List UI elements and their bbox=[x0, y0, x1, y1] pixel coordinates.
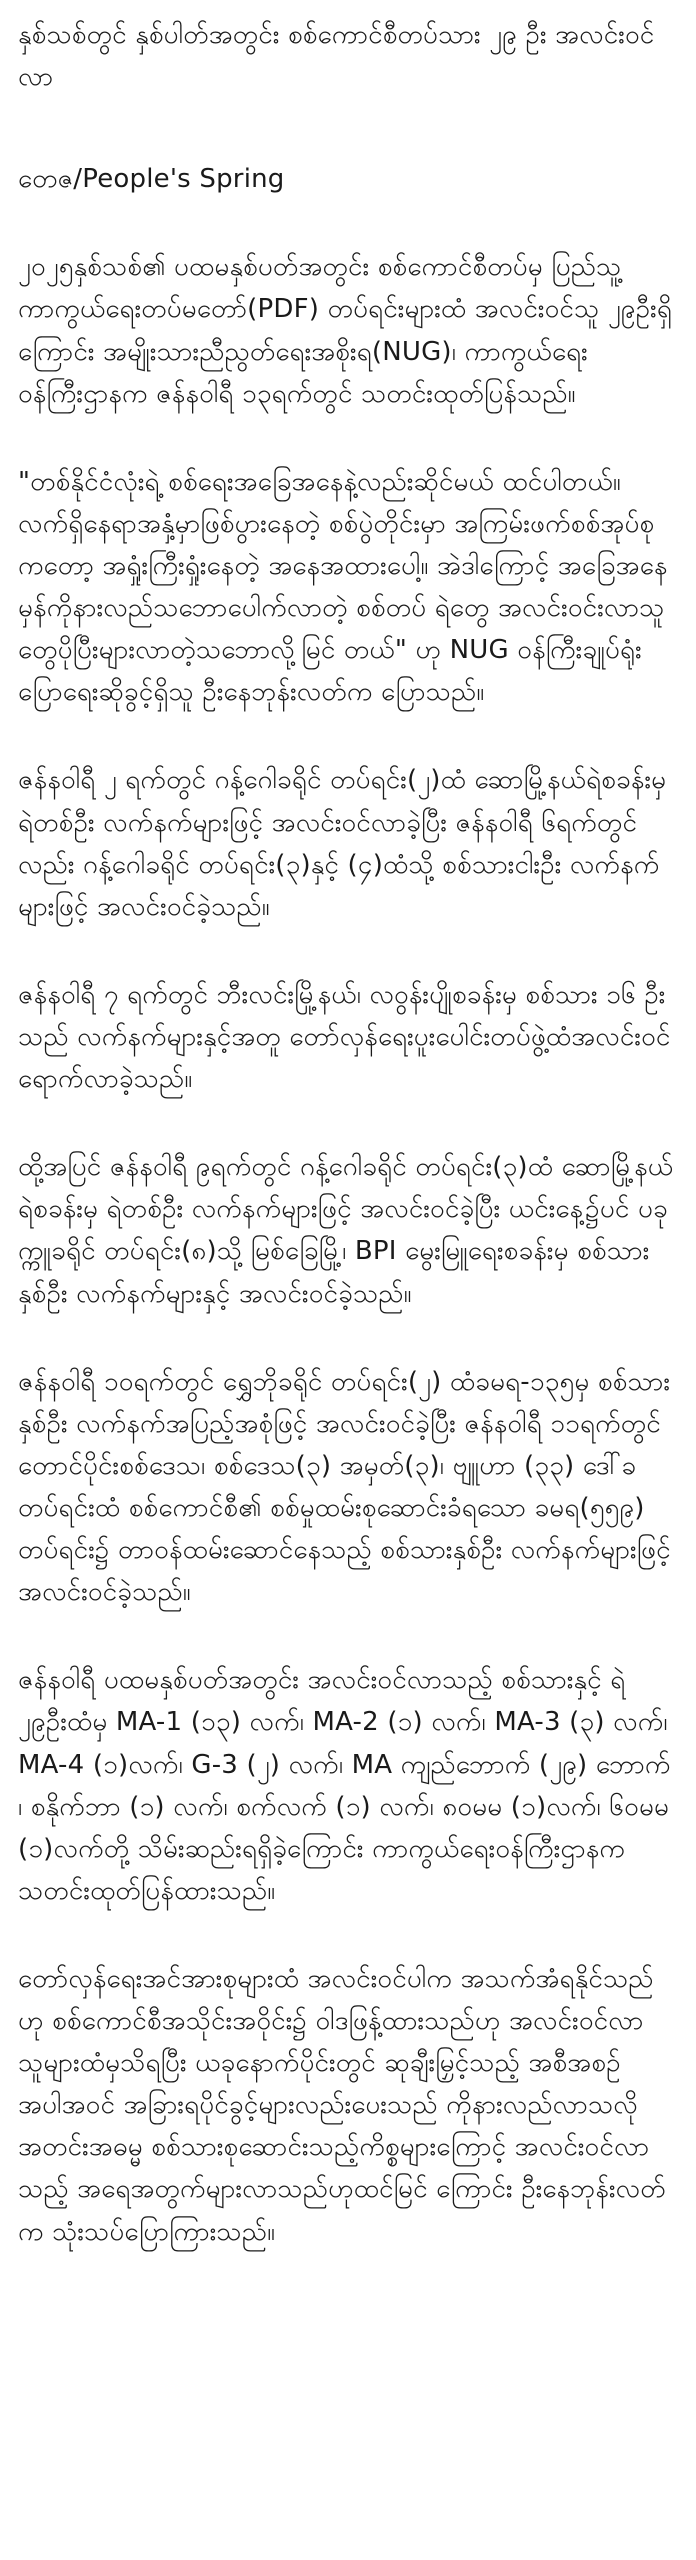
article-paragraph: ထို့အပြင် ဇန်နဝါရီ ၉ရက်တွင် ဂန့်ဂေါခရိုင် တပ်ရင်း(၃)ထံ ဆောမြို့နယ်ရဲစခန်းမှ ရဲတစ်ဦး လက်နက်များဖြင့် အလင်းဝင်ခဲ့ပြီး ယင်းနေ့၌ပင် ပခုက္ကူခရိုင် တပ်ရင်း(၈)သို့ မြစ်ခြေမြို့၊ BPI မွေးမြူရေးစခန်းမှ စစ်သားနှစ်ဦး လက်နက်များနှင့် အလင်းဝင်ခဲ့သည်။ bbox=[18, 1152, 674, 1309]
article-paragraph: တော်လှန်ရေးအင်အားစုများထံ အလင်းဝင်ပါက အသက်အံရနိုင်သည်ဟု စစ်ကောင်စီအသိုင်းအဝိုင်း၌ ဝါဒဖြန့်ထားသည်ဟု အလင်းဝင်လာသူများထံမှသိရပြီး ယခုနောက်ပိုင်းတွင် ဆုချီးမြှင့်သည့် အစီအစဉ်အပါအဝင် အခြားရပိုင်ခွင့်များလည်းပေးသည် ကိုနားလည်လာသလို အတင်းအဓမ္မ စစ်သားစုဆောင်းသည့်ကိစ္စများကြောင့် အလင်းဝင်လာသည့် အရေအတွက်များလာသည်ဟုထင်မြင် ကြောင်း ဦးနေဘုန်းလတ်က သုံးသပ်ပြောကြားသည်။ bbox=[18, 1963, 666, 2247]
article-paragraph: ဇန်နဝါရီ ၇ ရက်တွင် ဘီးလင်းမြို့နယ်၊ လဝွန်းပျိုစခန်းမှ စစ်သား ၁၆ ဦးသည် လက်နက်များနှင့်အတူ တော်လှန်ရေးပူးပေါင်းတပ်ဖွဲ့ထံအလင်းဝင် ရောက်လာခဲ့သည်။ bbox=[18, 979, 671, 1095]
article-paragraph: ဇန်နဝါရီ ၂ ရက်တွင် ဂန့်ဂေါခရိုင် တပ်ရင်း(၂)ထံ ဆောမြို့နယ်ရဲစခန်းမှ ရဲတစ်ဦး လက်နက်များဖြင့် အလင်းဝင်လာခဲ့ပြီး ဇန်နဝါရီ ၆ရက်တွင် လည်း ဂန့်ဂေါခရိုင် တပ်ရင်း(၃)နှင့် (၄)ထံသို့ စစ်သားငါးဦး လက်နက်များဖြင့် အလင်းဝင်ခဲ့သည်။ bbox=[18, 765, 667, 922]
article-byline: တေဇ/People's Spring bbox=[18, 164, 285, 195]
article-paragraph: ၂၀၂၅နှစ်သစ်၏ ပထမနှစ်ပတ်အတွင်း စစ်ကောင်စီတပ်မှ ပြည်သူ့ကာကွယ်ရေးတပ်မတော်(PDF) တပ်ရင်းများထံ အလင်းဝင်သူ ၂၉ဦးရှိကြောင်း အမျိုးသားညီညွတ်ရေးအစိုးရ(NUG)၊ ကာကွယ်ရေးဝန်ကြီးဌာနက ဇန်နဝါရီ ၁၃ရက်တွင် သတင်းထုတ်ပြန်သည်။ bbox=[18, 252, 672, 409]
article-paragraph: "တစ်နိုင်ငံလုံးရဲ့ စစ်ရေးအခြေအနေနဲ့လည်းဆိုင်မယ် ထင်ပါတယ်။ လက်ရှိနေရာအနှံ့မှာဖြစ်ပွားနေတဲ့ စစ်ပွဲတိုင်းမှာ အကြမ်းဖက်စစ်အုပ်စုကတော့ အရှုံးကြီးရှုံးနေတဲ့ အနေအထားပေါ့။ အဲဒါကြောင့် အခြေအနေမှန်ကိုနားလည်သဘောပေါက်လာတဲ့ စစ်တပ် ရဲတွေ အလင်းဝင်းလာသူတွေပိုပြီးများလာတဲ့သဘောလို့မြင် တယ်" ဟု NUG ဝန်ကြီးချုပ်ရုံး ပြောရေးဆိုခွင့်ရှိသူ ဦးနေဘုန်းလတ်က ပြောသည်။ bbox=[18, 466, 668, 708]
article-headline: နှစ်သစ်တွင် နှစ်ပါတ်အတွင်း စစ်ကောင်စီတပ်သား ၂၉ ဦး အလင်းဝင်လာ bbox=[18, 20, 655, 93]
article-paragraph: ဇန်နဝါရီ ပထမနှစ်ပတ်အတွင်း အလင်းဝင်လာသည့် စစ်သားနှင့် ရဲ ၂၉ဦးထံမှ MA-1 (၁၃) လက်၊ MA-2 (၁) လက်၊ MA-3 (၃) လက်၊ MA-4 (၁)လက်၊ G-3 (၂) လက်၊ MA ကျည်ဘောက် (၂၉) ဘောက် ၊ စနိုက်ဘာ (၁) လက်၊ စက်လက် (၁) လက်၊ ၈၀မမ (၁)လက်၊ ၆၀မမ (၁)လက်တို့ သိမ်းဆည်းရရှိခဲ့ကြောင်း ကာကွယ်ရေးဝန်ကြီးဌာနက သတင်းထုတ်ပြန်ထားသည်။ bbox=[18, 1665, 671, 1906]
article-paragraph: ဇန်နဝါရီ ၁၀ရက်တွင် ရွှေဘိုခရိုင် တပ်ရင်း(၂) ထံခမရ-၁၃၅မှ စစ်သားနှစ်ဦး လက်နက်အပြည့်အစုံဖြင့် အလင်းဝင်ခဲ့ပြီး ဇန်နဝါရီ ၁၁ရက်တွင် တောင်ပိုင်းစစ်ဒေသ၊ စစ်ဒေသ(၃) အမှတ်(၃)၊ ဗျူဟာ (၃၃) ဒေါ်ခ တပ်ရင်းထံ စစ်ကောင်စီ၏ စစ်မှုထမ်းစုဆောင်းခံရသော ခမရ(၅၅၉) တပ်ရင်း၌ တာဝန်ထမ်းဆောင်နေသည့် စစ်သားနှစ်ဦး လက်နက်များဖြင့် အလင်းဝင်ခဲ့သည်။ bbox=[18, 1366, 671, 1608]
